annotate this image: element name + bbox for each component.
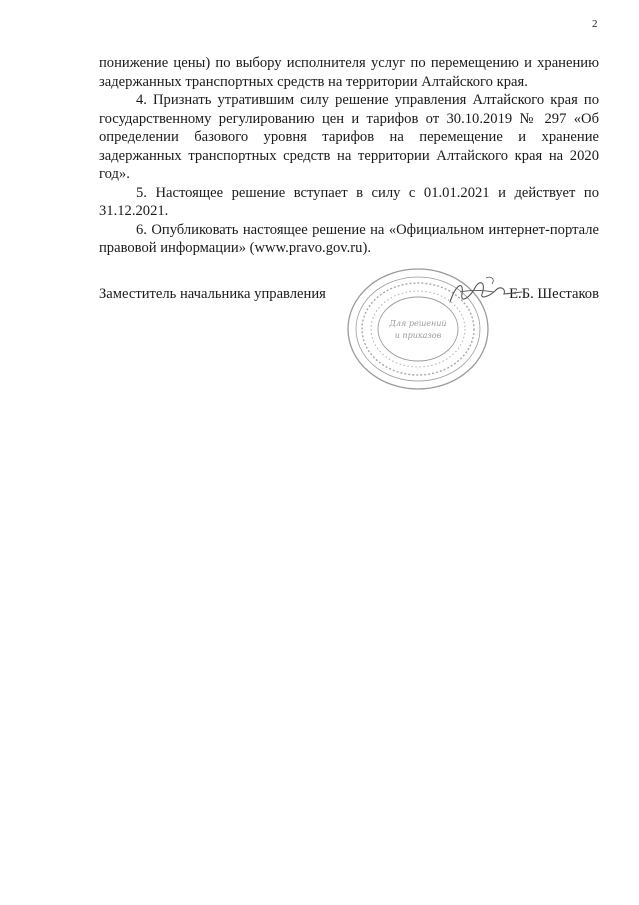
- signer-title: Заместитель начальника управления: [99, 286, 326, 302]
- signer-name: Е.Б. Шестаков: [509, 286, 599, 302]
- stamp-center-text-line-2: и приказов: [394, 331, 442, 340]
- stamp-center-text-line-1: Для решений: [389, 319, 447, 328]
- page-number: 2: [592, 18, 598, 30]
- handwritten-signature: [446, 272, 526, 312]
- paragraph-item-4: 4. Признать утратившим силу решение управления Алтайского края по государственному регулированию цен и тарифов от 30.10.2019 № 297 «Об определении базового уровня тарифов на перемещение и хранение задержанных транспортных средств на территории Алтайского края на 2020 год».: [99, 92, 599, 182]
- paragraph-item-5: 5. Настоящее решение вступает в силу с 01.01.2021 и действует по 31.12.2021.: [99, 184, 599, 219]
- document-body: [99, 54, 599, 258]
- paragraph-item-6: 6. Опубликовать настоящее решение на «Официальном интернет-портале правовой информации» (www.pravo.gov.ru).: [99, 221, 599, 256]
- paragraph-continuation: понижение цены) по выбору исполнителя услуг по перемещению и хранению задержанных транспортных средств на территории Алтайского края.: [99, 55, 599, 90]
